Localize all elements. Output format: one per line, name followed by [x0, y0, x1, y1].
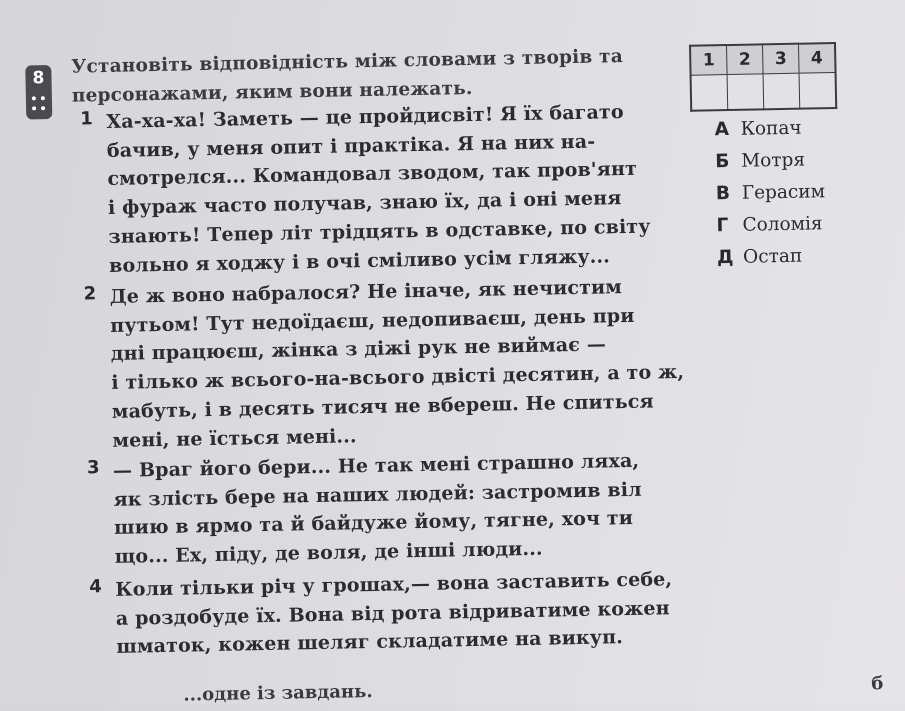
quote-line: мені, не їсться мені...: [112, 424, 357, 452]
option-h: [716, 208, 826, 242]
answer-cell-4[interactable]: [799, 72, 836, 108]
option-letter: В: [715, 183, 731, 205]
difficulty-dots-icon: [32, 96, 46, 114]
quote-line: Коли тільки річ у грошах,— вона заставить себе,: [115, 568, 673, 601]
answer-cell-2[interactable]: [727, 74, 764, 110]
option-letter: Г: [716, 215, 729, 237]
answer-grid-header: 1: [690, 45, 727, 75]
quote-line: мабуть, і в десять тисяч не вбереш. Не спиться: [111, 390, 654, 423]
option-b: [715, 144, 825, 178]
option-letter: А: [714, 119, 730, 141]
quote-item-4: [89, 565, 673, 662]
quote-line: смотрелся... Командовал зводом, так пров'янт: [107, 158, 638, 191]
cut-off-footer-right: б: [871, 673, 884, 695]
quote-line: і тілько ж всього-на-всього двісті десятин, а то ж,: [111, 361, 685, 395]
quote-number: 1: [80, 108, 94, 130]
answer-grid: [689, 42, 837, 112]
quote-line: що... Ех, піду, де воля, де інші люди...: [114, 537, 543, 569]
option-v: [716, 176, 826, 210]
answer-cell-3[interactable]: [763, 73, 800, 109]
option-name: Соломія: [742, 213, 823, 236]
option-d: [717, 240, 827, 274]
answer-grid-header: 3: [762, 44, 799, 74]
option-name: Герасим: [741, 181, 826, 204]
quote-line: шматок, кожен шеляг складатиме на викуп.: [116, 626, 624, 659]
quote-line: дні працюєш, жінка з діжі рук не виймає —: [110, 333, 607, 366]
answer-cell-1[interactable]: [691, 75, 728, 111]
quote-line: Де ж воно набралося? Не іначе, як нечистим: [109, 276, 623, 308]
quote-number: 2: [83, 283, 97, 305]
quote-number: 3: [86, 457, 100, 479]
quote-item-3: [87, 447, 643, 572]
option-letter: Д: [716, 246, 734, 269]
answer-grid-header: 2: [726, 44, 763, 74]
quote-line: і фураж часто получав, знаю їх, да і оні меня: [107, 187, 622, 220]
quote-line: вольно я ходжу і в очі сміливо усім гляжу...: [108, 244, 611, 277]
option-letter: Б: [715, 151, 730, 173]
cut-off-footer-text: ...одне із завдань.: [183, 680, 373, 706]
quote-line: путьом! Тут недоїдаєш, недопиваєш, день при: [110, 304, 635, 337]
character-options: [714, 112, 826, 274]
task-number: 8: [32, 68, 45, 89]
quote-item-2: [83, 272, 685, 456]
option-name: Мотря: [741, 149, 806, 172]
quote-line: бачив, у меня опит і практіка. Я на них на-: [106, 130, 596, 162]
option-name: Остап: [742, 245, 803, 268]
quote-item-1: [80, 98, 651, 281]
quote-line: Ха-ха-ха! Заметь — це пройдисвіт! Я їх багато: [106, 101, 624, 133]
task-number-badge: [25, 65, 52, 119]
quote-line: а роздобуде їх. Вона від рота відриватиме кожен: [115, 596, 670, 630]
answer-grid-header: 4: [798, 43, 835, 73]
task-title-line: Установіть відповідність між словами з творів та: [71, 46, 624, 78]
option-name: Копач: [740, 117, 802, 140]
quote-line: знають! Тепер літ трідцять в одставке, по світу: [108, 215, 651, 248]
task-title-line: персонажами, яким вони належать.: [71, 77, 473, 107]
quote-line: шию в ярмо та й байдуже йому, тягне, хоч ти: [113, 507, 634, 540]
quote-line: — Враг його бери... Не так мені страшно ляха,: [112, 449, 640, 482]
option-a: [714, 112, 824, 146]
quote-number: 4: [89, 576, 103, 598]
quote-line: як злість бере на наших людей: застромив віл: [113, 478, 642, 511]
